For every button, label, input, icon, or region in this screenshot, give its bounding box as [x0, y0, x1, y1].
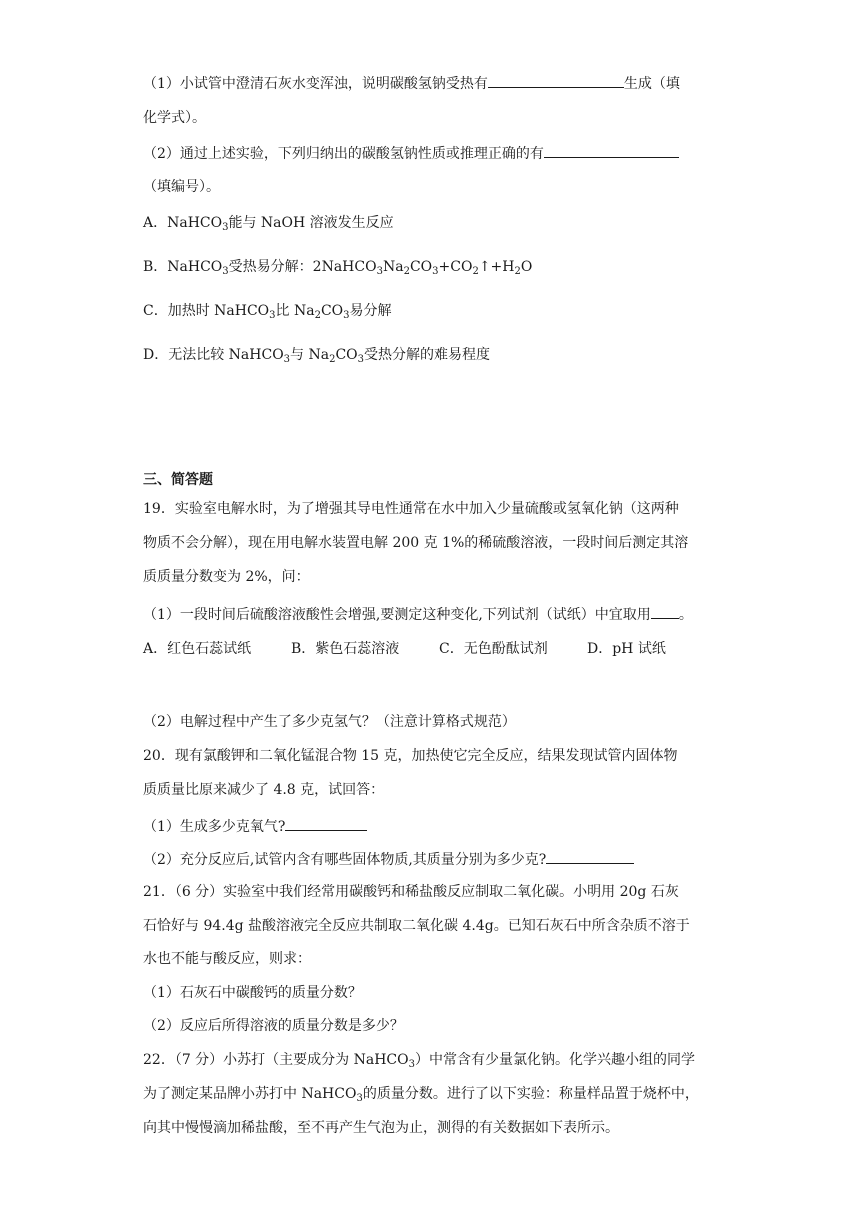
q20-part2	[143, 848, 634, 870]
q18-option-d-text: 与 Na	[290, 347, 330, 363]
subscript: 3	[432, 266, 439, 277]
q18-part2-line1	[143, 142, 679, 164]
subscript: 2	[403, 266, 410, 277]
q18-part1-text: （1）小试管中澄清石灰水变浑浊，说明碳酸氢钠受热有	[143, 76, 488, 92]
q21-line3: 水也不能与酸反应，则求：	[143, 951, 311, 967]
subscript: 3	[283, 354, 291, 365]
q18-option-b-text: Na	[382, 259, 404, 275]
q18-option-d	[143, 345, 490, 365]
q18-part2-line2: （填编号）。	[143, 179, 220, 195]
q22-line2-text: 为了测定某品牌小苏打中 NaHCO	[143, 1086, 357, 1102]
subscript: 3	[269, 310, 276, 321]
subscript: 3	[376, 266, 383, 277]
q22-line1-text: ）中常含有少量氯化钠。化学兴趣小组的同学	[415, 1052, 695, 1068]
subscript: 2	[329, 354, 336, 365]
q18-part2-blank[interactable]	[544, 142, 679, 158]
subscript: 3	[357, 354, 365, 365]
q18-part2-text: （2）通过上述实验，下列归纳出的碳酸氢钠性质或推理正确的有	[143, 146, 544, 162]
q19-options	[143, 639, 666, 659]
q22-line2-text: 的质量分数。进行了以下实验：称量样品置于烧杯中，	[362, 1086, 699, 1102]
subscript: 3	[222, 222, 229, 233]
q18-option-b-text: O	[520, 259, 533, 275]
q18-option-d-text: CO	[335, 347, 358, 363]
q20-part1-blank[interactable]	[285, 815, 367, 831]
q22-line2	[143, 1084, 699, 1104]
q18-option-b-text: B．NaHCO	[143, 259, 223, 275]
subscript: 2	[514, 266, 521, 277]
q19-line2: 物质不会分解），现在用电解水装置电解 200 克 1%的稀硫酸溶液，一段时间后测定其溶	[143, 535, 689, 551]
q20-line1: 20．现有氯酸钾和二氧化锰混合物 15 克，加热使它完全反应，结果发现试管内固体物	[143, 748, 678, 764]
q19-option-a: A．红色石蕊试纸	[143, 641, 252, 657]
q18-part1-blank[interactable]	[488, 72, 624, 88]
q19-option-d: D．pH 试纸	[587, 641, 666, 657]
q21-line2: 石恰好与 94.4g 盐酸溶液完全反应共制取二氧化碳 4.4g。已知石灰石中所含杂质不溶于	[143, 918, 690, 934]
q19-part1	[143, 603, 693, 625]
section-heading: 三、简答题	[143, 472, 213, 488]
q19-line3: 质质量分数变为 2%，问：	[143, 569, 310, 585]
q18-part1-line1	[143, 72, 680, 94]
q18-option-a-text: A．NaHCO	[143, 215, 223, 231]
q18-option-d-text: D．无法比较 NaHCO	[143, 347, 284, 363]
q19-part1-post: 。	[678, 607, 693, 623]
q18-option-c-text: 比 Na	[275, 303, 315, 319]
q18-option-a	[143, 213, 394, 233]
q20-part2-text: （2）充分反应后,试管内含有哪些固体物质,其质量分别为多少克?	[143, 852, 547, 868]
q19-line1: 19．实验室电解水时，为了增强其导电性通常在水中加入少量硫酸或氢氧化钠（这两种	[143, 501, 679, 517]
q18-option-b	[143, 257, 532, 277]
subscript: 3	[222, 266, 229, 277]
q18-option-c-text: 易分解	[349, 303, 392, 319]
q18-option-c	[143, 301, 392, 321]
q18-option-b-text: CO	[409, 259, 433, 275]
q18-option-b-text: +CO	[438, 259, 473, 275]
q19-part1-text: （1）一段时间后硫酸溶液酸性会增强,要测定这种变化,下列试剂（试纸）中宜取用	[143, 607, 651, 623]
subscript: 3	[343, 310, 350, 321]
q21-line1: 21．（6 分）实验室中我们经常用碳酸钙和稀盐酸反应制取二氧化碳。小明用 20g 石灰	[143, 884, 679, 900]
q18-option-a-text: 能与 NaOH 溶液发生反应	[228, 215, 394, 231]
q22-line1-text: 22．（7 分）小苏打（主要成分为 NaHCO	[143, 1052, 409, 1068]
subscript: 2	[472, 266, 479, 277]
q18-option-d-text: 受热分解的难易程度	[364, 347, 491, 363]
subscript: 2	[314, 310, 321, 321]
q20-part1	[143, 815, 367, 837]
q21-part1: （1）石灰石中碳酸钙的质量分数？	[143, 985, 362, 1001]
q20-part2-blank[interactable]	[546, 848, 634, 864]
q18-option-b-text: 受热易分解：2NaHCO	[228, 259, 377, 275]
q19-option-b: B．紫色石蕊溶液	[291, 641, 400, 657]
q20-part1-text: （1）生成多少克氧气?	[143, 819, 286, 835]
q22-line1	[143, 1050, 695, 1070]
q18-part1-post: 生成（填	[623, 76, 680, 92]
q22-line3: 向其中慢慢滴加稀盐酸，至不再产生气泡为止，测得的有关数据如下表所示。	[143, 1120, 619, 1136]
q18-option-b-text: ↑+H	[478, 259, 515, 275]
q20-line2: 质质量比原来减少了 4.8 克，试回答：	[143, 782, 385, 798]
subscript: 3	[408, 1059, 415, 1070]
q18-option-c-text: C．加热时 NaHCO	[143, 303, 270, 319]
q18-option-c-text: CO	[320, 303, 344, 319]
q19-part2: （2）电解过程中产生了多少克氢气？（注意计算格式规范）	[143, 714, 516, 730]
q19-part1-blank[interactable]	[651, 603, 679, 619]
subscript: 3	[356, 1093, 363, 1104]
q18-part1-line2: 化学式）。	[143, 110, 206, 126]
q19-option-c: C．无色酚酞试剂	[439, 641, 548, 657]
q21-part2: （2）反应后所得溶液的质量分数是多少？	[143, 1018, 404, 1034]
